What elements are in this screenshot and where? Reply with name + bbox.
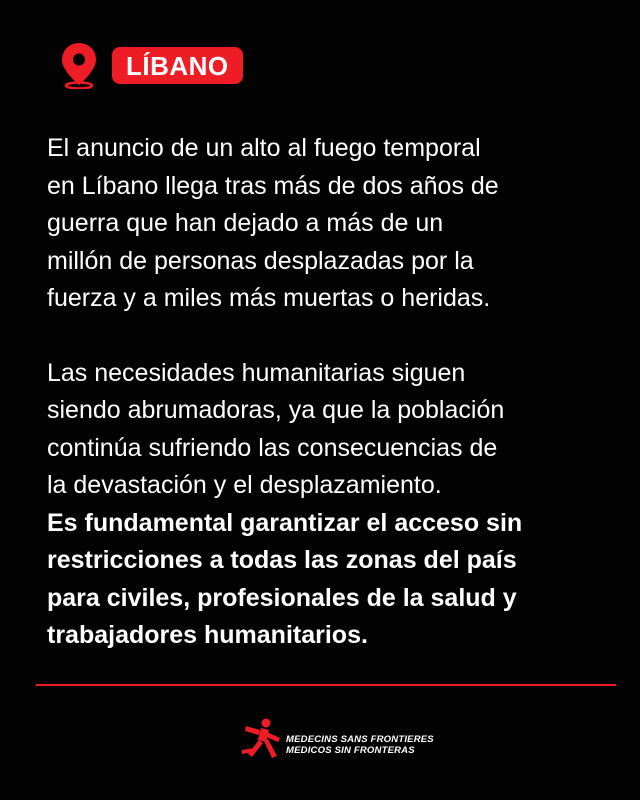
text-line: para civiles, profesionales de la salud y [47,583,517,612]
logo-line-2: MEDICOS SIN FRONTERAS [286,745,415,756]
text-line: fuerza y a miles más muertas o heridas. [47,284,491,312]
logo-line-1: MEDECINS SANS FRONTIERES [286,734,434,745]
text-line: Es fundamental garantizar el acceso sin [47,508,523,537]
text-line: El anuncio de un alto al fuego temporal [47,134,481,162]
text-line: restricciones a todas las zonas del país [47,546,517,574]
location-badge: LÍBANO [112,47,243,84]
text-line: la devastación y el desplazamiento. [47,471,442,499]
paragraph-2 [47,355,627,505]
paragraph-1 [47,130,627,318]
location-pin-icon [58,41,100,89]
text-line: millón de personas desplazadas por la [47,246,474,275]
text-line: Las necesidades humanitarias siguen [47,358,466,387]
paragraph-3-bold [47,505,627,655]
text-line: en Líbano llega tras más de dos años de [47,171,499,200]
main-text [47,130,627,655]
location-header [58,40,243,90]
text-line: guerra que han dejado a más de un [47,209,444,237]
text-line: siendo abrumadoras, ya que la población [47,396,505,424]
text-line: trabajadores humanitarios. [47,621,368,649]
red-divider [36,684,616,686]
text-line: continúa sufriendo las consecuencias de [47,433,498,462]
msf-logo [236,710,434,770]
msf-wordmark [286,734,434,756]
msf-running-man-logo [236,714,284,766]
